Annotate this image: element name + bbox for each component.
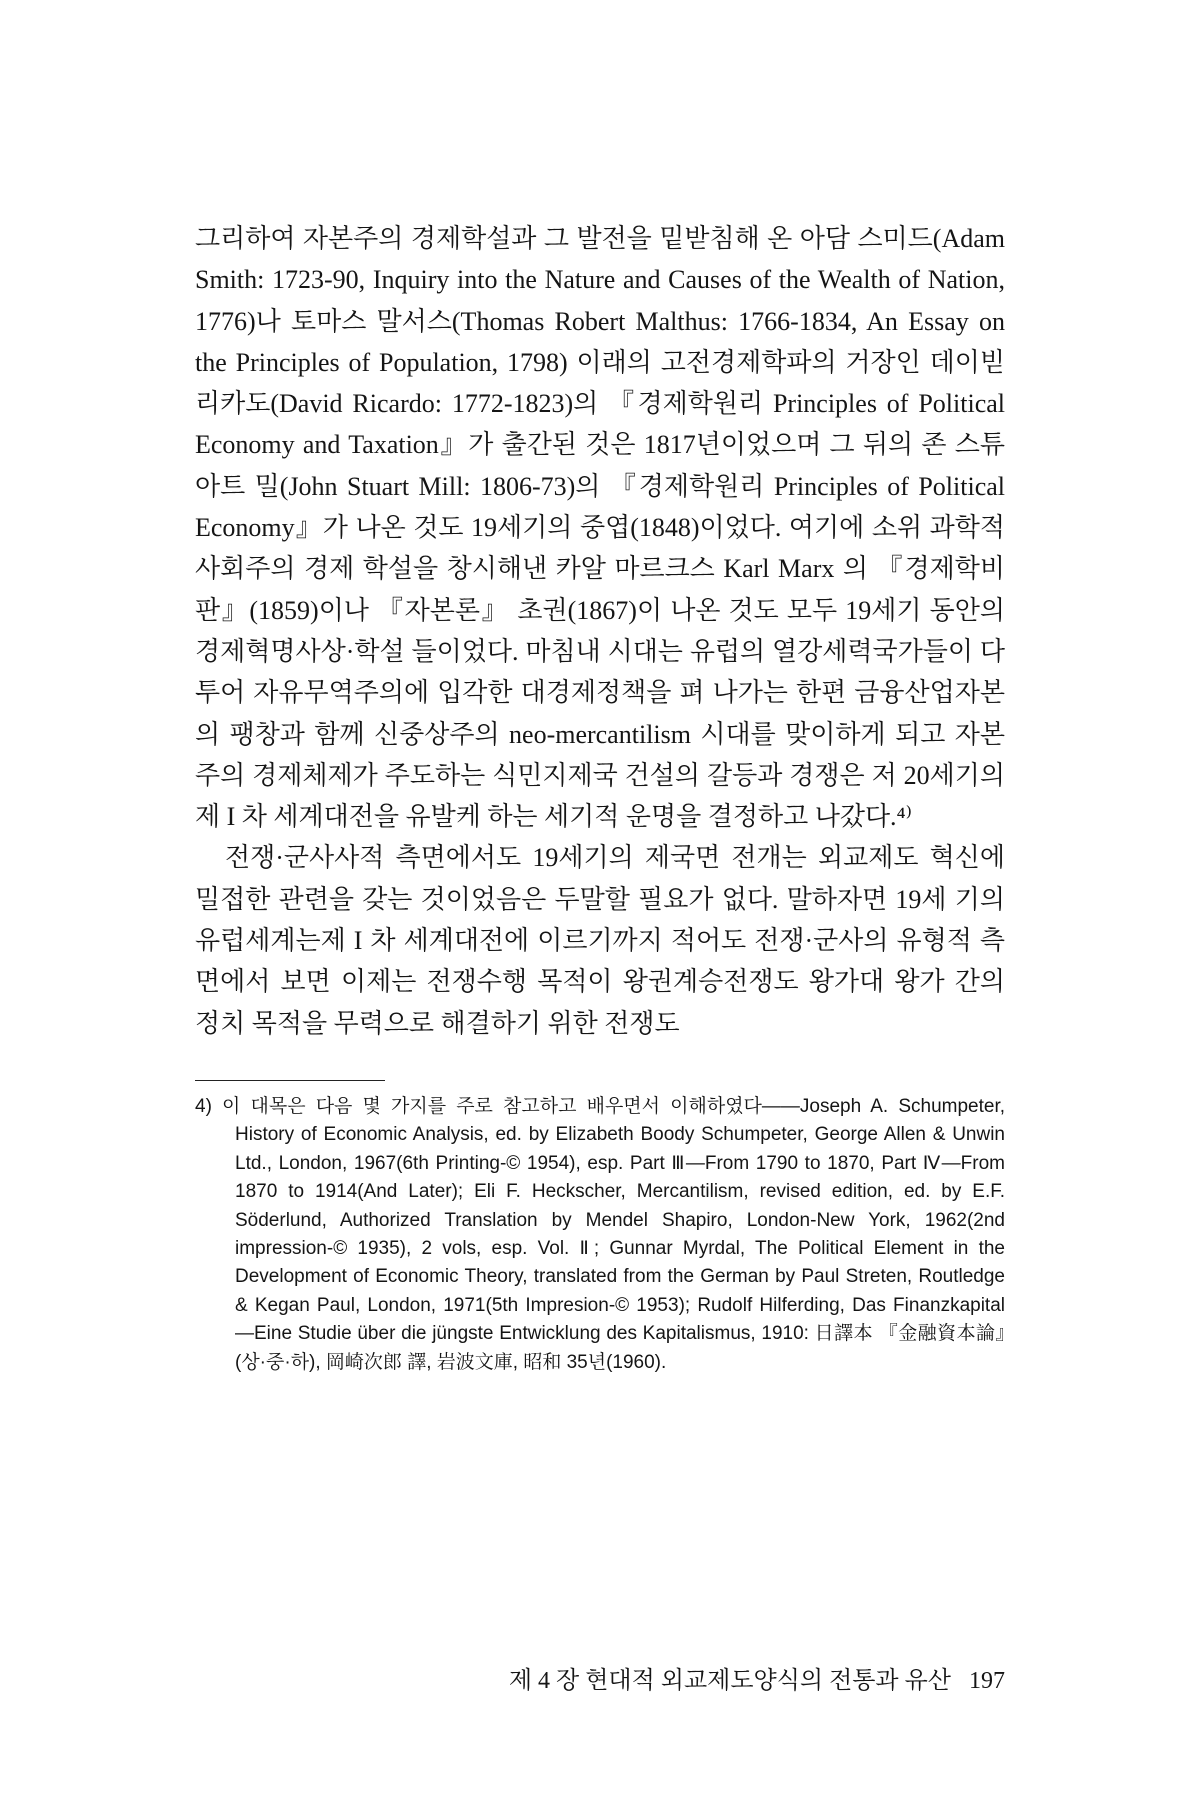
footnote-divider bbox=[195, 1080, 385, 1081]
page-number: 197 bbox=[969, 1668, 1005, 1694]
page-body bbox=[195, 218, 1005, 1377]
paragraph-2: 전쟁·군사사적 측면에서도 19세기의 제국면 전개는 외교제도 혁신에 밀접한 관련을 갖는 것이었음은 두말할 필요가 없다. 말하자면 19세 기의 유럽세계는제 I 차 세계대전에 이르기까지 적어도 전쟁·군사의 유형적 측면에서 보면 이제는 전쟁수행 목적이 왕권계승전쟁도 왕가대 왕가 간의 정치 목적을 무력으로 해결하기 위한 전쟁도 bbox=[195, 843, 1005, 1038]
page-footer bbox=[195, 1660, 1005, 1695]
footnote-4: 4) 이 대목은 다음 몇 가지를 주로 참고하고 배우면서 이해하였다——Joseph A. Schumpeter, History of Economic Analysis, ed. by Elizabeth Boody Schumpeter, George Allen & Unwin Ltd., London, 1967(6th Printing-© 1954), esp. Part Ⅲ—From 1790 to 1870, Part Ⅳ—From 1870 to 1914(And Later); Eli F. Heckscher, Mercantilism, revised edition, ed. by E.F. Söderlund, Authorized Translation by Mendel Shapiro, London-New York, 1962(2nd impression-© 1935), 2 vols, esp. Vol. Ⅱ; Gunnar Myrdal, The Political Element in the Development of Economic Theory, translated from the German by Paul Streten, Routledge & Kegan Paul, London, 1971(5th Impresion-© 1953); Rudolf Hilferding, Das Finanzkapital—Eine Studie über die jüngste Entwicklung des Kapitalismus, 1910: 日譯本 『金融資本論』(상·중·하), 岡崎次郎 譯, 岩波文庫, 昭和 35년(1960). bbox=[195, 1095, 1005, 1373]
running-footer-chapter: 제 4 장 현대적 외교제도양식의 전통과 유산 bbox=[508, 1668, 951, 1694]
paragraph-1: 그리하여 자본주의 경제학설과 그 발전을 밑받침해 온 아담 스미드(Adam Smith: 1723-90, Inquiry into the Nature and Causes of the Wealth of Nation, 1776)나 토마스 말서스(Thomas Robert Malthus: 1766-1834, An Essay on the Principles of Population, 1798) 이래의 고전경제학파의 거장인 데이빋 리카도(David Ricardo: 1772-1823)의 『경제학원리 Principles of Political Economy and Taxation』가 출간된 것은 1817년이었으며 그 뒤의 존 스튜아트 밀(John Stuart Mill: 1806-73)의 『경제학원리 Principles of Political Economy』가 나온 것도 19세기의 중엽(1848)이었다. 여기에 소위 과학적 사회주의 경제 학설을 창시해낸 카알 마르크스 Karl Marx 의 『경제학비판』(1859)이나 『자본론』 초권(1867)이 나온 것도 모두 19세기 동안의 경제혁명사상·학설 들이었다. 마침내 시대는 유럽의 열강세력국가들이 다투어 자유무역주의에 입각한 대경제정책을 펴 나가는 한편 금융산업자본의 팽창과 함께 신중상주의 neo-mercantilism 시대를 맞이하게 되고 자본주의 경제체제가 주도하는 식민지제국 건설의 갈등과 경쟁은 저 20세기의 제 I 차 세계대전을 유발케 하는 세기적 운명을 결정하고 나갔다.⁴⁾ bbox=[195, 224, 1005, 832]
